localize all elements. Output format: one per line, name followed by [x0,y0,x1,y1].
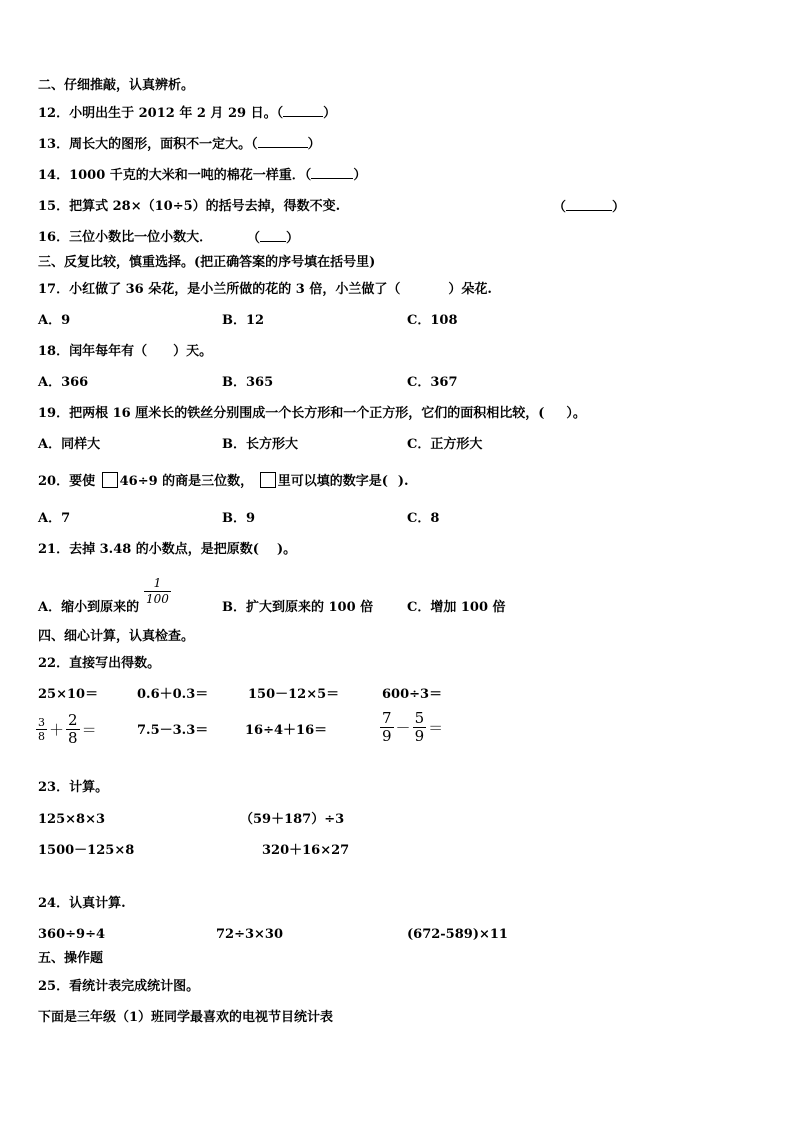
q20-post: 里可以填的数字是( [277,474,388,489]
fraction-denominator: 8 [68,729,78,747]
question-25-subtitle: 下面是三年级（1）班同学最喜欢的电视节目统计表 [38,1010,334,1025]
q16-open: （ [247,231,261,246]
equals-sign: ＝ [81,721,97,739]
operator: ＋ [49,721,65,739]
expression: 25×10＝ [38,687,99,702]
option-a[interactable]: A．9 [38,313,71,328]
fraction-numerator: 2 [68,711,78,729]
question-15 [38,198,340,216]
expression: 150－12×5＝ [248,687,340,702]
fraction [413,710,427,745]
fraction-denominator: 9 [382,727,392,745]
fraction-numerator: 5 [414,709,425,727]
question-24-title: 24．认真计算. [38,896,126,911]
option-c[interactable]: C．8 [407,511,440,526]
option-c[interactable]: C．367 [407,375,458,390]
fraction-numerator: 1 [144,576,171,592]
question-12 [38,104,336,123]
option-c[interactable]: C．增加 100 倍 [407,600,506,615]
q16-close: ） [286,231,300,246]
q20-pre: 20．要使 [38,474,96,489]
fraction-denominator: 8 [38,730,45,743]
q19-close: ）。 [566,406,586,421]
option-c[interactable]: C．108 [407,313,458,328]
option-b[interactable]: B．长方形大 [222,437,298,452]
expression: 1500－125×8 [38,843,135,858]
expression: 16÷4＋16＝ [245,723,328,738]
option-b[interactable]: B．扩大到原来的 100 倍 [222,600,374,615]
option-b[interactable]: B．12 [222,313,265,328]
q16-answer [247,229,299,248]
expression: （59＋187）÷3 [240,812,345,827]
q21-text: 21．去掉 3.48 的小数点，是把原数( [38,542,259,557]
question-21 [38,541,296,559]
option-b[interactable]: B．9 [222,511,256,526]
option-a[interactable]: A．7 [38,511,71,526]
q13-text: 13．周长大的图形，面积不一定大。（ [38,137,258,152]
answer-blank[interactable] [311,166,353,179]
option-a[interactable]: A．366 [38,375,89,390]
question-22-title: 22．直接写出得数。 [38,656,161,671]
answer-blank[interactable] [260,229,286,242]
q19-text: 19．把两根 16 厘米长的铁丝分别围成一个长方形和一个正方形，它们的面积相比较，( [38,406,545,421]
section-3-title: 三、反复比较，慎重选择。(把正确答案的序号填在括号里) [38,255,376,270]
fraction-expression [380,710,445,745]
q20-close: ). [397,474,409,489]
q18-text: 18．闰年每年有（ [38,344,148,359]
question-13 [38,135,321,154]
expression: 72÷3×30 [216,927,284,942]
fraction-expression [36,712,99,747]
section-5-title: 五、操作题 [38,951,104,966]
answer-blank[interactable] [258,135,308,148]
option-c[interactable]: C．正方形大 [407,437,483,452]
question-20 [38,472,409,491]
expression: 600÷3＝ [382,687,443,702]
q21-close: )。 [276,542,297,557]
question-25-title: 25．看统计表完成统计图。 [38,979,200,994]
q15-open: （ [553,200,567,215]
option-a[interactable]: A．缩小到原来的 [38,600,140,615]
question-17 [38,281,492,299]
q15-answer [553,198,625,217]
question-19 [38,405,586,423]
fraction-numerator: 7 [382,709,392,727]
q12-close: ） [323,106,337,121]
blank-box[interactable] [102,472,118,488]
q12-text: 12．小明出生于 2012 年 2 月 29 日。（ [38,106,284,121]
blank-box[interactable] [260,472,276,488]
fraction-one-hundredth [144,576,171,607]
expression: 125×8×3 [38,812,106,827]
q15-close: ） [612,200,626,215]
answer-blank[interactable] [566,198,612,211]
equals-sign: ＝ [428,719,444,737]
q13-close: ） [307,137,321,152]
expression: 360÷9÷4 [38,927,106,942]
answer-blank[interactable] [283,104,323,117]
expression: 0.6＋0.3＝ [137,687,209,702]
question-23-title: 23．计算。 [38,780,109,795]
question-16 [38,229,212,247]
fraction-denominator: 9 [414,727,425,745]
operator: － [395,719,411,737]
q17-text: 17．小红做了 36 朵花，是小兰所做的花的 3 倍，小兰做了（ [38,282,401,297]
q15-text: 15．把算式 28×（10÷5）的括号去掉，得数不变. [38,199,341,214]
expression: 7.5－3.3＝ [137,723,209,738]
fraction [66,712,80,747]
option-a[interactable]: A．同样大 [38,437,101,452]
question-18 [38,343,212,361]
expression: (672-589)×11 [407,927,508,942]
fraction [36,716,47,743]
q20-mid: 46÷9 的商是三位数， [119,474,254,489]
question-14 [38,166,366,185]
q14-text: 14．1000 千克的大米和一吨的棉花一样重．（ [38,168,312,183]
fraction-numerator: 3 [38,716,45,729]
fraction-denominator: 100 [146,592,169,606]
expression: 320＋16×27 [262,843,350,858]
q14-close: ） [353,168,367,183]
q16-text: 16．三位小数比一位小数大． [38,230,213,245]
q18-close: ）天。 [173,344,213,359]
section-4-title: 四、细心计算，认真检查。 [38,629,195,644]
q17-close: ）朵花. [448,282,492,297]
section-2-title: 二、仔细推敲，认真辨析。 [38,78,195,93]
fraction [380,710,394,745]
option-b[interactable]: B．365 [222,375,274,390]
